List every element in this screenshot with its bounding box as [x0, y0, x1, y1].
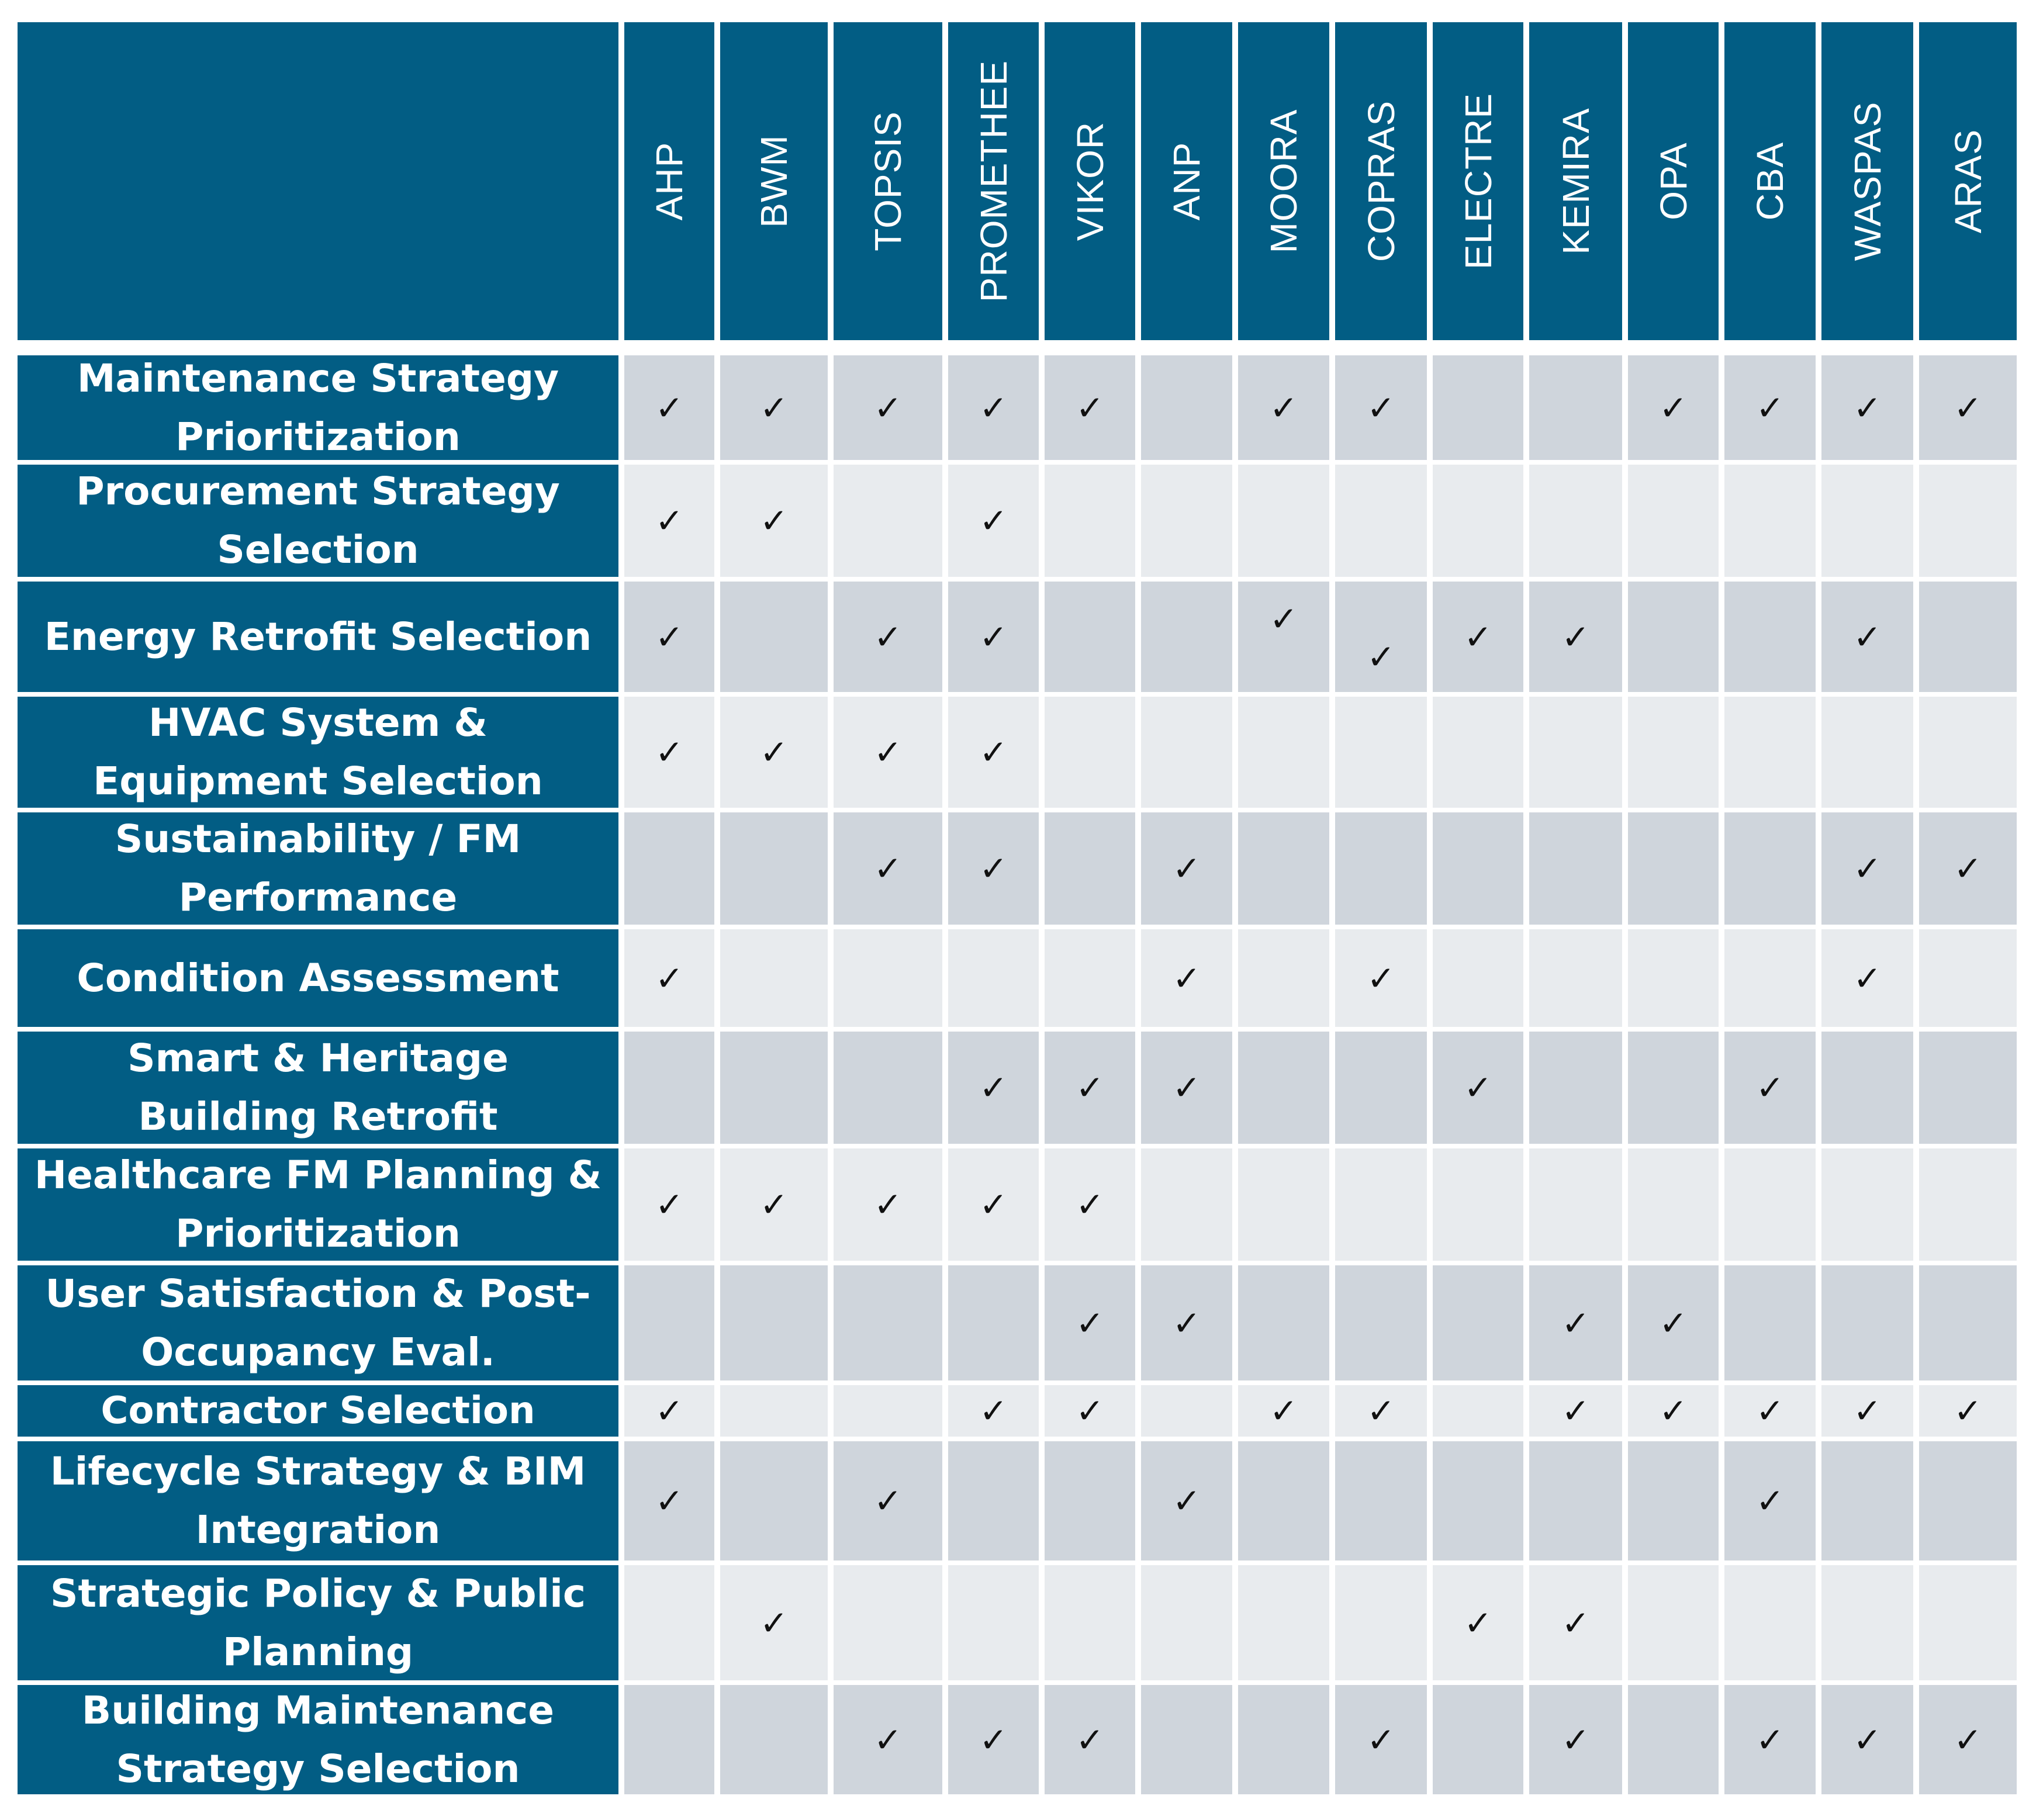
- table-cell: [1335, 1385, 1427, 1437]
- table-cell: [1628, 1385, 1719, 1437]
- table-cell: [1238, 929, 1329, 1027]
- table-cell: [1529, 1565, 1622, 1680]
- table-cell: [1238, 465, 1329, 577]
- column-header-label: WASPAS: [1846, 101, 1889, 261]
- checkmark-icon: ✓: [1561, 1303, 1590, 1343]
- table-cell: [1045, 812, 1135, 925]
- row-header: Smart & Heritage Building Retrofit: [18, 1032, 618, 1144]
- table-cell: [1529, 1032, 1622, 1144]
- checkmark-icon: ✓: [1076, 1391, 1104, 1431]
- checkmark-icon: ✓: [759, 1185, 789, 1224]
- checkmark-icon: ✓: [1464, 1068, 1492, 1108]
- table-cell: [1433, 465, 1523, 577]
- checkmark-icon: ✓: [655, 958, 684, 998]
- table-cell: [1529, 812, 1622, 925]
- column-header-label: BWM: [753, 134, 795, 228]
- table-cell: [1724, 1385, 1816, 1437]
- column-header-label: ARAS: [1947, 129, 1989, 234]
- checkmark-icon: ✓: [1367, 1391, 1395, 1431]
- table-cell: [1628, 582, 1719, 692]
- column-header-electre: [1433, 22, 1523, 340]
- row-header: Procurement Strategy Selection: [18, 465, 618, 577]
- column-header-label: OPA: [1652, 142, 1695, 220]
- table-cell: [1238, 355, 1329, 460]
- table-cell: [1529, 465, 1622, 577]
- table-cell: [948, 1385, 1039, 1437]
- table-cell: [1433, 582, 1523, 692]
- table-cell: [624, 1148, 714, 1261]
- checkmark-icon: ✓: [655, 1481, 684, 1521]
- table-cell: [1628, 1265, 1719, 1380]
- column-header-cba: [1724, 22, 1816, 340]
- table-cell: [1141, 1032, 1232, 1144]
- checkmark-icon: ✓: [873, 387, 903, 428]
- table-cell: [1045, 929, 1135, 1027]
- table-cell: [1919, 465, 2017, 577]
- table-cell: [834, 355, 942, 460]
- column-header-vikor: [1045, 22, 1135, 340]
- table-cell: [1335, 1265, 1427, 1380]
- table-cell: [1724, 1265, 1816, 1380]
- row-header: Healthcare FM Planning & Prioritization: [18, 1148, 618, 1261]
- row-header: Lifecycle Strategy & BIM Integration: [18, 1441, 618, 1561]
- table-cell: [720, 1265, 828, 1380]
- checkmark-icon: ✓: [655, 617, 684, 657]
- checkmark-icon: ✓: [1755, 1391, 1785, 1431]
- table-cell: [1919, 1148, 2017, 1261]
- table-cell: [1821, 812, 1913, 925]
- table-cell: [1529, 697, 1622, 808]
- column-header-aras: [1919, 22, 2017, 340]
- checkmark-icon: ✓: [873, 849, 903, 888]
- checkmark-icon: ✓: [1954, 849, 1982, 888]
- checkmark-icon: ✓: [873, 732, 903, 772]
- checkmark-icon: ✓: [1853, 1391, 1882, 1431]
- row-header: HVAC System & Equipment Selection: [18, 697, 618, 808]
- checkmark-icon: ✓: [1853, 849, 1882, 888]
- checkmark-icon: ✓: [1269, 599, 1298, 639]
- table-cell: [948, 1685, 1039, 1794]
- checkmark-icon: ✓: [979, 849, 1008, 888]
- table-cell: [1238, 697, 1329, 808]
- table-cell: [834, 1032, 942, 1144]
- table-cell: [1628, 812, 1719, 925]
- row-header: Building Maintenance Strategy Selection: [18, 1685, 618, 1794]
- table-cell: [1045, 1685, 1135, 1794]
- column-header-label: ELECTRE: [1457, 92, 1499, 270]
- table-cell: [1724, 355, 1816, 460]
- checkmark-icon: ✓: [759, 501, 789, 541]
- table-cell: [1724, 1032, 1816, 1144]
- table-cell: [948, 355, 1039, 460]
- table-cell: [948, 1032, 1039, 1144]
- table-cell: [1529, 1685, 1622, 1794]
- checkmark-icon: ✓: [1659, 387, 1688, 428]
- table-cell: [1238, 1385, 1329, 1437]
- checkmark-icon: ✓: [1954, 387, 1982, 428]
- checkmark-icon: ✓: [1464, 617, 1492, 657]
- table-cell: [1628, 1032, 1719, 1144]
- table-cell: [1335, 812, 1427, 925]
- table-cell: [1335, 1148, 1427, 1261]
- column-header-ahp: [624, 22, 714, 340]
- table-cell: [1724, 582, 1816, 692]
- table-cell: [720, 1565, 828, 1680]
- column-header-label: VIKOR: [1069, 121, 1111, 241]
- column-header-bwm: [720, 22, 828, 340]
- checkmark-icon: ✓: [979, 732, 1008, 772]
- table-cell: [1821, 929, 1913, 1027]
- table-cell: [1821, 697, 1913, 808]
- checkmark-icon: ✓: [979, 501, 1008, 541]
- table-cell: [1045, 1565, 1135, 1680]
- checkmark-icon: ✓: [1853, 617, 1882, 657]
- table-cell: [1045, 1385, 1135, 1437]
- table-cell: [1335, 355, 1427, 460]
- checkmark-icon: ✓: [1076, 1719, 1104, 1760]
- table-cell: [1045, 1265, 1135, 1380]
- table-cell: [1628, 697, 1719, 808]
- column-header-label: ANP: [1166, 141, 1208, 221]
- checkmark-icon: ✓: [979, 1719, 1008, 1760]
- table-cell: [1724, 1441, 1816, 1561]
- table-cell: [720, 812, 828, 925]
- table-cell: [720, 355, 828, 460]
- checkmark-icon: ✓: [873, 1481, 903, 1521]
- table-cell: [1628, 465, 1719, 577]
- table-cell: [1433, 697, 1523, 808]
- checkmark-icon: ✓: [1464, 1603, 1492, 1643]
- table-cell: [1045, 1148, 1135, 1261]
- table-cell: [1724, 929, 1816, 1027]
- table-cell: [1045, 1441, 1135, 1561]
- checkmark-icon: ✓: [1367, 387, 1395, 428]
- checkmark-icon: ✓: [979, 1068, 1008, 1108]
- table-cell: [1045, 465, 1135, 577]
- table-cell: [948, 1265, 1039, 1380]
- table-cell: [1724, 812, 1816, 925]
- table-cell: [948, 1441, 1039, 1561]
- column-header-label: CBA: [1749, 141, 1791, 221]
- table-cell: [1335, 1685, 1427, 1794]
- row-header: Energy Retrofit Selection: [18, 582, 618, 692]
- row-header: Strategic Policy & Public Planning: [18, 1565, 618, 1680]
- table-cell: [1238, 1265, 1329, 1380]
- checkmark-icon: ✓: [1561, 617, 1590, 657]
- table-cell: [1919, 929, 2017, 1027]
- table-cell: [720, 697, 828, 808]
- checkmark-icon: ✓: [1755, 1719, 1785, 1760]
- row-header: Maintenance Strategy Prioritization: [18, 355, 618, 460]
- checkmark-icon: ✓: [1954, 1719, 1982, 1760]
- table-cell: [1821, 1385, 1913, 1437]
- column-header-label: TOPSIS: [867, 111, 909, 251]
- table-cell: [1724, 697, 1816, 808]
- checkmark-icon: ✓: [655, 387, 684, 428]
- table-cell: [720, 582, 828, 692]
- column-header-label: COPRAS: [1360, 100, 1402, 262]
- table-cell: [1141, 582, 1232, 692]
- checkmark-icon: ✓: [1755, 1481, 1785, 1521]
- table-cell: [948, 929, 1039, 1027]
- table-cell: [1335, 1565, 1427, 1680]
- table-cell: [1433, 1685, 1523, 1794]
- checkmark-icon: ✓: [1561, 1603, 1590, 1643]
- checkmark-icon: ✓: [1853, 958, 1882, 998]
- table-cell: [624, 1685, 714, 1794]
- checkmark-icon: ✓: [1269, 387, 1298, 428]
- table-cell: [1433, 1565, 1523, 1680]
- table-cell: [1238, 582, 1329, 692]
- checkmark-icon: ✓: [655, 501, 684, 541]
- table-cell: [1141, 1265, 1232, 1380]
- table-cell: [720, 929, 828, 1027]
- table-cell: [948, 697, 1039, 808]
- table-cell: [948, 465, 1039, 577]
- table-cell: [1238, 1565, 1329, 1680]
- table-cell: [624, 355, 714, 460]
- checkmark-icon: ✓: [1172, 1481, 1201, 1521]
- table-cell: [1433, 1385, 1523, 1437]
- checkmark-icon: ✓: [1172, 958, 1201, 998]
- table-cell: [624, 465, 714, 577]
- table-cell: [1628, 1565, 1719, 1680]
- table-cell: [948, 812, 1039, 925]
- table-cell: [1821, 1148, 1913, 1261]
- table-cell: [1335, 465, 1427, 577]
- table-cell: [1919, 812, 2017, 925]
- checkmark-icon: ✓: [1561, 1719, 1590, 1760]
- table-cell: [1433, 929, 1523, 1027]
- table-cell: [1821, 1265, 1913, 1380]
- column-header-topsis: [834, 22, 942, 340]
- table-cell: [834, 929, 942, 1027]
- table-cell: [1821, 355, 1913, 460]
- table-cell: [1141, 929, 1232, 1027]
- table-cell: [948, 582, 1039, 692]
- table-cell: [834, 1565, 942, 1680]
- table-cell: [720, 1148, 828, 1261]
- checkmark-icon: ✓: [873, 617, 903, 657]
- table-cell: [1529, 1441, 1622, 1561]
- table-cell: [1141, 1441, 1232, 1561]
- checkmark-icon: ✓: [1367, 1719, 1395, 1760]
- row-header: Contractor Selection: [18, 1385, 618, 1437]
- table-cell: [1919, 1265, 2017, 1380]
- table-cell: [1238, 1148, 1329, 1261]
- table-cell: [834, 1148, 942, 1261]
- column-header-kemira: [1529, 22, 1622, 340]
- column-header-label: KEMIRA: [1554, 108, 1597, 255]
- checkmark-icon: ✓: [1172, 849, 1201, 888]
- table-cell: [834, 582, 942, 692]
- table-cell: [720, 465, 828, 577]
- table-cell: [1141, 812, 1232, 925]
- table-cell: [1433, 355, 1523, 460]
- row-header: User Satisfaction & Post-Occupancy Eval.: [18, 1265, 618, 1380]
- table-cell: [1141, 355, 1232, 460]
- table-cell: [834, 465, 942, 577]
- checkmark-icon: ✓: [979, 617, 1008, 657]
- table-cell: [1045, 697, 1135, 808]
- table-cell: [1238, 1441, 1329, 1561]
- table-cell: [624, 697, 714, 808]
- checkmark-icon: ✓: [759, 1603, 789, 1643]
- table-cell: [948, 1148, 1039, 1261]
- table-cell: [1335, 582, 1427, 692]
- checkmark-icon: ✓: [1076, 1303, 1104, 1343]
- table-cell: [1045, 582, 1135, 692]
- table-cell: [1628, 1685, 1719, 1794]
- table-cell: [1919, 1032, 2017, 1144]
- table-cell: [948, 1565, 1039, 1680]
- checkmark-icon: ✓: [873, 1185, 903, 1224]
- checkmark-icon: ✓: [1954, 1391, 1982, 1431]
- column-header-moora: [1238, 22, 1329, 340]
- column-header-waspas: [1821, 22, 1913, 340]
- table-cell: [720, 1441, 828, 1561]
- table-cell: [624, 929, 714, 1027]
- table-cell: [1628, 355, 1719, 460]
- checkmark-icon: ✓: [1076, 387, 1104, 428]
- checkmark-icon: ✓: [1561, 1391, 1590, 1431]
- checkmark-icon: ✓: [1659, 1303, 1688, 1343]
- table-cell: [1529, 929, 1622, 1027]
- table-cell: [1628, 1441, 1719, 1561]
- table-cell: [624, 1565, 714, 1680]
- table-cell: [1238, 1685, 1329, 1794]
- column-header-label: AHP: [648, 141, 690, 221]
- table-cell: [1141, 1685, 1232, 1794]
- table-cell: [1141, 465, 1232, 577]
- checkmark-icon: ✓: [759, 387, 789, 428]
- checkmark-icon: ✓: [1269, 1391, 1298, 1431]
- checkmark-icon: ✓: [1367, 958, 1395, 998]
- table-cell: [1529, 1265, 1622, 1380]
- table-cell: [624, 1032, 714, 1144]
- checkmark-icon: ✓: [655, 732, 684, 772]
- table-cell: [720, 1685, 828, 1794]
- table-cell: [1045, 1032, 1135, 1144]
- header-corner-cell: [18, 22, 618, 340]
- table-cell: [1919, 697, 2017, 808]
- table-cell: [834, 1385, 942, 1437]
- table-cell: [624, 1441, 714, 1561]
- checkmark-icon: ✓: [979, 1185, 1008, 1224]
- checkmark-icon: ✓: [759, 732, 789, 772]
- table-cell: [1919, 1385, 2017, 1437]
- table-cell: [1919, 1441, 2017, 1561]
- table-cell: [1724, 465, 1816, 577]
- table-cell: [834, 697, 942, 808]
- table-cell: [1529, 1385, 1622, 1437]
- table-cell: [1141, 1385, 1232, 1437]
- table-cell: [1529, 1148, 1622, 1261]
- checkmark-icon: ✓: [1172, 1303, 1201, 1343]
- table-cell: [834, 812, 942, 925]
- table-cell: [1919, 1685, 2017, 1794]
- checkmark-icon: ✓: [1755, 387, 1785, 428]
- table-cell: [1628, 929, 1719, 1027]
- checkmark-icon: ✓: [1853, 387, 1882, 428]
- table-cell: [834, 1265, 942, 1380]
- table-cell: [1433, 812, 1523, 925]
- checkmark-icon: ✓: [979, 1391, 1008, 1431]
- table-cell: [1045, 355, 1135, 460]
- table-cell: [1335, 1032, 1427, 1144]
- table-cell: [1919, 355, 2017, 460]
- checkmark-icon: ✓: [1659, 1391, 1688, 1431]
- table-cell: [624, 1265, 714, 1380]
- table-cell: [1821, 465, 1913, 577]
- checkmark-icon: ✓: [1076, 1185, 1104, 1224]
- table-cell: [624, 1385, 714, 1437]
- table-cell: [834, 1441, 942, 1561]
- checkmark-icon: ✓: [1853, 1719, 1882, 1760]
- table-cell: [1724, 1148, 1816, 1261]
- table-cell: [1821, 1441, 1913, 1561]
- table-cell: [1433, 1441, 1523, 1561]
- column-header-promethee: [948, 22, 1039, 340]
- table-cell: [1238, 812, 1329, 925]
- table-cell: [720, 1385, 828, 1437]
- table-cell: [1529, 355, 1622, 460]
- column-header-label: MOORA: [1263, 109, 1305, 254]
- checkmark-icon: ✓: [979, 387, 1008, 428]
- column-header-copras: [1335, 22, 1427, 340]
- table-cell: [1821, 1685, 1913, 1794]
- table-cell: [1919, 582, 2017, 692]
- table-cell: [1141, 697, 1232, 808]
- table-cell: [834, 1685, 942, 1794]
- table-cell: [1335, 697, 1427, 808]
- table-cell: [1821, 1565, 1913, 1680]
- table-cell: [1141, 1565, 1232, 1680]
- row-header: Condition Assessment: [18, 929, 618, 1027]
- table-cell: [1821, 1032, 1913, 1144]
- checkmark-icon: ✓: [1755, 1068, 1785, 1108]
- table-cell: [1238, 1032, 1329, 1144]
- checkmark-icon: ✓: [873, 1719, 903, 1760]
- table-cell: [1335, 929, 1427, 1027]
- table-cell: [1628, 1148, 1719, 1261]
- checkmark-icon: ✓: [655, 1391, 684, 1431]
- table-cell: [624, 812, 714, 925]
- table-cell: [1141, 1148, 1232, 1261]
- column-header-opa: [1628, 22, 1719, 340]
- column-header-anp: [1141, 22, 1232, 340]
- table-cell: [624, 582, 714, 692]
- table-cell: [1433, 1032, 1523, 1144]
- checkmark-icon: ✓: [655, 1185, 684, 1224]
- table-cell: [1335, 1441, 1427, 1561]
- table-cell: [1724, 1565, 1816, 1680]
- checkmark-icon: ✓: [1076, 1068, 1104, 1108]
- checkmark-icon: ✓: [1367, 636, 1395, 677]
- column-header-label: PROMETHEE: [972, 60, 1015, 303]
- checkmark-icon: ✓: [1172, 1068, 1201, 1108]
- table-cell: [1724, 1685, 1816, 1794]
- table-cell: [1433, 1265, 1523, 1380]
- row-header: Sustainability / FM Performance: [18, 812, 618, 925]
- table-cell: [1919, 1565, 2017, 1680]
- table-cell: [1529, 582, 1622, 692]
- table-cell: [720, 1032, 828, 1144]
- table-cell: [1433, 1148, 1523, 1261]
- table-cell: [1821, 582, 1913, 692]
